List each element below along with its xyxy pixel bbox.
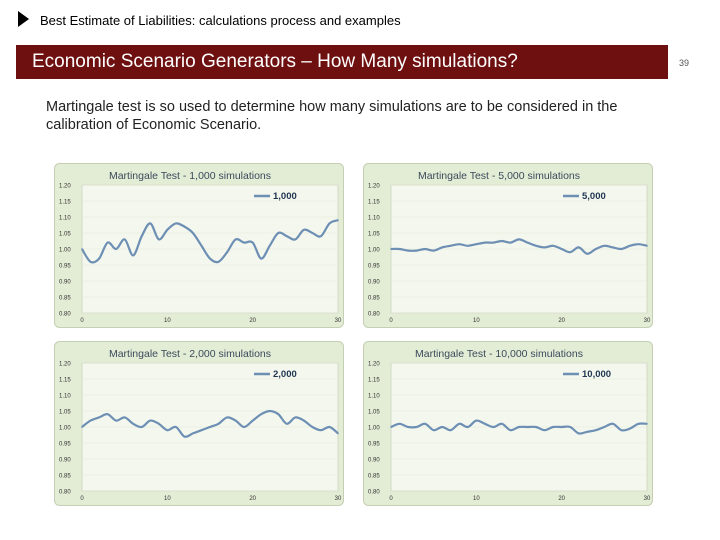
data-point bbox=[226, 417, 228, 419]
y-tick-label: 1.00 bbox=[368, 425, 380, 432]
x-tick-label: 0 bbox=[80, 318, 84, 324]
x-tick-label: 10 bbox=[472, 318, 480, 324]
martingale-chart-1000 bbox=[54, 163, 344, 328]
data-point bbox=[295, 417, 297, 419]
y-tick-label: 1.05 bbox=[368, 409, 380, 416]
data-point bbox=[476, 243, 478, 245]
data-point bbox=[260, 258, 262, 260]
data-point bbox=[115, 248, 117, 250]
data-point bbox=[303, 229, 305, 231]
data-point bbox=[278, 232, 280, 234]
data-point bbox=[192, 232, 194, 234]
data-point bbox=[441, 247, 443, 249]
y-tick-label: 1.10 bbox=[59, 393, 71, 400]
x-tick-label: 0 bbox=[389, 496, 393, 502]
data-point bbox=[278, 413, 280, 415]
data-point bbox=[260, 413, 262, 415]
legend-label: 10,000 bbox=[582, 369, 612, 380]
data-point bbox=[158, 423, 160, 425]
data-point bbox=[612, 247, 614, 249]
data-point bbox=[269, 410, 271, 412]
data-point bbox=[518, 239, 520, 241]
data-point bbox=[407, 426, 409, 428]
y-tick-label: 1.00 bbox=[368, 247, 380, 254]
y-tick-label: 1.15 bbox=[368, 377, 380, 384]
y-tick-label: 0.80 bbox=[59, 311, 71, 318]
data-point bbox=[124, 239, 126, 241]
data-point bbox=[527, 426, 529, 428]
data-point bbox=[295, 239, 297, 241]
x-tick-label: 10 bbox=[163, 318, 171, 324]
data-point bbox=[621, 248, 623, 250]
data-point bbox=[269, 245, 271, 247]
data-point bbox=[184, 226, 186, 228]
chart-svg bbox=[54, 163, 344, 328]
data-point bbox=[646, 245, 648, 247]
data-point bbox=[587, 431, 589, 433]
chart-title: Martingale Test - 1,000 simulations bbox=[108, 170, 272, 182]
data-point bbox=[501, 240, 503, 242]
y-tick-label: 1.10 bbox=[368, 393, 380, 400]
data-point bbox=[337, 433, 339, 435]
page-number: 39 bbox=[679, 58, 690, 68]
y-tick-label: 1.20 bbox=[59, 361, 71, 368]
data-point bbox=[476, 420, 478, 422]
legend-label: 1,000 bbox=[273, 191, 297, 202]
data-point bbox=[235, 239, 237, 241]
data-point bbox=[484, 242, 486, 244]
data-point bbox=[201, 429, 203, 431]
data-point bbox=[459, 423, 461, 425]
data-point bbox=[561, 426, 563, 428]
chart-svg bbox=[363, 341, 653, 506]
data-point bbox=[218, 423, 220, 425]
data-point bbox=[192, 433, 194, 435]
data-point bbox=[107, 242, 109, 244]
data-point bbox=[501, 423, 503, 425]
data-point bbox=[612, 423, 614, 425]
data-point bbox=[141, 426, 143, 428]
data-point bbox=[184, 436, 186, 438]
data-point bbox=[115, 420, 117, 422]
data-point bbox=[320, 235, 322, 237]
header-title: Best Estimate of Liabilities: calculations process and examples bbox=[40, 13, 401, 28]
y-tick-label: 1.00 bbox=[59, 247, 71, 254]
y-tick-label: 0.80 bbox=[368, 311, 380, 318]
data-point bbox=[459, 243, 461, 245]
data-point bbox=[312, 232, 314, 234]
data-point bbox=[407, 250, 409, 252]
data-point bbox=[150, 223, 152, 225]
y-tick-label: 0.95 bbox=[59, 441, 71, 448]
data-point bbox=[303, 420, 305, 422]
data-point bbox=[90, 261, 92, 263]
x-tick-label: 0 bbox=[80, 496, 84, 502]
data-point bbox=[81, 248, 83, 250]
data-point bbox=[286, 423, 288, 425]
data-point bbox=[243, 426, 245, 428]
data-point bbox=[510, 429, 512, 431]
data-point bbox=[390, 248, 392, 250]
data-point bbox=[561, 248, 563, 250]
data-point bbox=[286, 235, 288, 237]
data-point bbox=[433, 250, 435, 252]
y-tick-label: 0.90 bbox=[368, 279, 380, 286]
y-tick-label: 0.95 bbox=[368, 263, 380, 270]
data-point bbox=[569, 251, 571, 253]
data-point bbox=[124, 417, 126, 419]
data-point bbox=[175, 223, 177, 225]
y-tick-label: 0.85 bbox=[368, 473, 380, 480]
data-point bbox=[320, 429, 322, 431]
y-tick-label: 1.05 bbox=[368, 231, 380, 238]
y-tick-label: 0.80 bbox=[59, 489, 71, 496]
data-point bbox=[235, 420, 237, 422]
data-point bbox=[390, 426, 392, 428]
data-point bbox=[587, 253, 589, 255]
data-point bbox=[329, 426, 331, 428]
data-point bbox=[535, 245, 537, 247]
x-tick-label: 30 bbox=[334, 496, 342, 502]
chart-svg bbox=[54, 341, 344, 506]
y-tick-label: 1.20 bbox=[368, 183, 380, 190]
data-point bbox=[226, 251, 228, 253]
chart-title: Martingale Test - 10,000 simulations bbox=[415, 348, 583, 360]
data-point bbox=[595, 429, 597, 431]
chart-title: Martingale Test - 5,000 simulations bbox=[417, 170, 581, 182]
data-point bbox=[167, 229, 169, 231]
data-point bbox=[646, 423, 648, 425]
data-point bbox=[604, 426, 606, 428]
data-point bbox=[527, 242, 529, 244]
data-point bbox=[90, 420, 92, 422]
data-point bbox=[493, 242, 495, 244]
data-point bbox=[98, 417, 100, 419]
martingale-chart-10000 bbox=[363, 341, 653, 506]
chart-title: Martingale Test - 2,000 simulations bbox=[108, 348, 272, 360]
header-arrow-icon bbox=[18, 11, 29, 27]
data-point bbox=[209, 426, 211, 428]
x-tick-label: 0 bbox=[389, 318, 393, 324]
data-point bbox=[218, 261, 220, 263]
data-point bbox=[484, 423, 486, 425]
data-point bbox=[150, 420, 152, 422]
y-tick-label: 0.95 bbox=[368, 441, 380, 448]
data-point bbox=[252, 242, 254, 244]
y-tick-label: 1.10 bbox=[59, 215, 71, 222]
data-point bbox=[132, 423, 134, 425]
data-point bbox=[552, 245, 554, 247]
data-point bbox=[638, 243, 640, 245]
data-point bbox=[544, 247, 546, 249]
data-point bbox=[201, 245, 203, 247]
data-point bbox=[629, 428, 631, 430]
data-point bbox=[621, 429, 623, 431]
data-point bbox=[107, 413, 109, 415]
x-tick-label: 10 bbox=[163, 496, 171, 502]
martingale-chart-5000 bbox=[363, 163, 653, 328]
data-point bbox=[252, 420, 254, 422]
y-tick-label: 0.90 bbox=[368, 457, 380, 464]
data-point bbox=[467, 245, 469, 247]
data-point bbox=[329, 223, 331, 225]
data-point bbox=[544, 429, 546, 431]
data-point bbox=[510, 242, 512, 244]
legend-label: 5,000 bbox=[582, 191, 606, 202]
y-tick-label: 1.15 bbox=[368, 199, 380, 206]
y-tick-label: 1.05 bbox=[59, 231, 71, 238]
y-tick-label: 0.95 bbox=[59, 263, 71, 270]
data-point bbox=[424, 248, 426, 250]
data-point bbox=[441, 426, 443, 428]
x-tick-label: 20 bbox=[249, 496, 257, 502]
data-point bbox=[167, 429, 169, 431]
data-point bbox=[604, 245, 606, 247]
y-tick-label: 0.90 bbox=[59, 457, 71, 464]
data-point bbox=[578, 433, 580, 435]
x-tick-label: 20 bbox=[558, 318, 566, 324]
data-point bbox=[433, 429, 435, 431]
slide-title: Economic Scenario Generators – How Many simulations? bbox=[32, 51, 518, 72]
data-point bbox=[132, 255, 134, 257]
x-tick-label: 30 bbox=[334, 318, 342, 324]
slide-title-banner bbox=[16, 45, 668, 79]
data-point bbox=[81, 426, 83, 428]
y-tick-label: 1.15 bbox=[59, 377, 71, 384]
data-point bbox=[158, 239, 160, 241]
data-point bbox=[595, 248, 597, 250]
data-point bbox=[416, 250, 418, 252]
data-point bbox=[578, 247, 580, 249]
data-point bbox=[312, 426, 314, 428]
x-tick-label: 30 bbox=[643, 496, 651, 502]
data-point bbox=[629, 245, 631, 247]
y-tick-label: 1.20 bbox=[59, 183, 71, 190]
y-tick-label: 1.10 bbox=[368, 215, 380, 222]
data-point bbox=[141, 235, 143, 237]
data-point bbox=[243, 242, 245, 244]
y-tick-label: 1.20 bbox=[368, 361, 380, 368]
y-tick-label: 0.85 bbox=[59, 473, 71, 480]
y-tick-label: 0.90 bbox=[59, 279, 71, 286]
y-tick-label: 1.00 bbox=[59, 425, 71, 432]
data-point bbox=[424, 423, 426, 425]
data-point bbox=[467, 426, 469, 428]
martingale-chart-2000 bbox=[54, 341, 344, 506]
data-point bbox=[518, 426, 520, 428]
data-point bbox=[337, 219, 339, 221]
chart-svg bbox=[363, 163, 653, 328]
x-tick-label: 20 bbox=[249, 318, 257, 324]
data-point bbox=[638, 423, 640, 425]
x-tick-label: 30 bbox=[643, 318, 651, 324]
y-tick-label: 0.85 bbox=[368, 295, 380, 302]
data-point bbox=[552, 426, 554, 428]
data-point bbox=[493, 426, 495, 428]
data-point bbox=[209, 258, 211, 260]
data-point bbox=[399, 423, 401, 425]
data-point bbox=[416, 426, 418, 428]
y-tick-label: 1.05 bbox=[59, 409, 71, 416]
x-tick-label: 10 bbox=[472, 496, 480, 502]
data-point bbox=[175, 426, 177, 428]
legend-label: 2,000 bbox=[273, 369, 297, 380]
y-tick-label: 0.85 bbox=[59, 295, 71, 302]
data-point bbox=[450, 429, 452, 431]
y-tick-label: 1.15 bbox=[59, 199, 71, 206]
y-tick-label: 0.80 bbox=[368, 489, 380, 496]
data-point bbox=[399, 248, 401, 250]
data-point bbox=[569, 426, 571, 428]
data-point bbox=[450, 245, 452, 247]
data-point bbox=[535, 426, 537, 428]
body-paragraph: Martingale test is so used to determine how many simulations are to be considered in the calibration of Economic Scenario. bbox=[46, 99, 618, 133]
data-point bbox=[98, 258, 100, 260]
x-tick-label: 20 bbox=[558, 496, 566, 502]
